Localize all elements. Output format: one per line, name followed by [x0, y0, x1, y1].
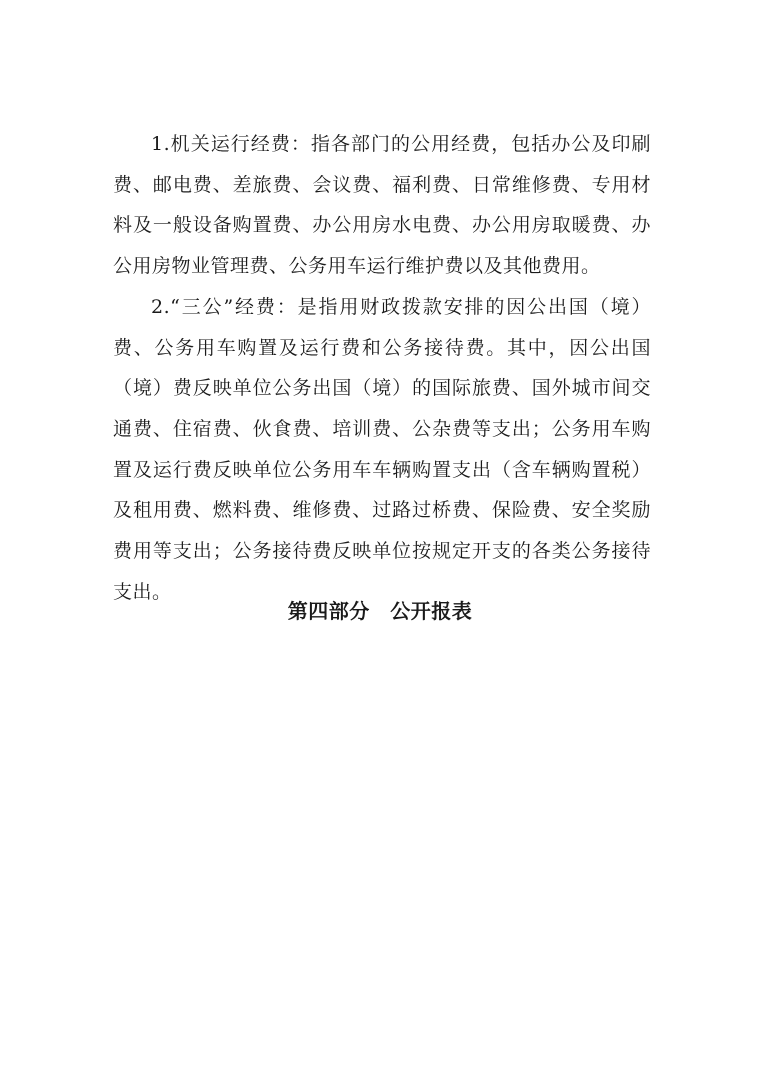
paragraph-operating-expenses: 1.机关运行经费：指各部门的公用经费，包括办公及印刷费、邮电费、差旅费、会议费、福利费、日常维修费、专用材料及一般设备购置费、办公用房水电费、办公用房取暖费、办公用房物业管理费、公务用车运行维护费以及其他费用。: [113, 133, 651, 278]
body-text: [113, 124, 651, 612]
section-heading: 第四部分 公开报表: [287, 599, 473, 623]
paragraph-three-public-expenses: 2.“三公”经费：是指用财政拨款安排的因公出国（境）费、公务用车购置及运行费和公务接待费。其中，因公出国（境）费反映单位公务出国（境）的国际旅费、国外城市间交通费、住宿费、伙食费、培训费、公杂费等支出；公务用车购置及运行费反映单位公务用车车辆购置支出（含车辆购置税）及租用费、燃料费、维修费、过路过桥费、保险费、安全奖励费用等支出；公务接待费反映单位按规定开支的各类公务接待支出。: [113, 295, 651, 603]
